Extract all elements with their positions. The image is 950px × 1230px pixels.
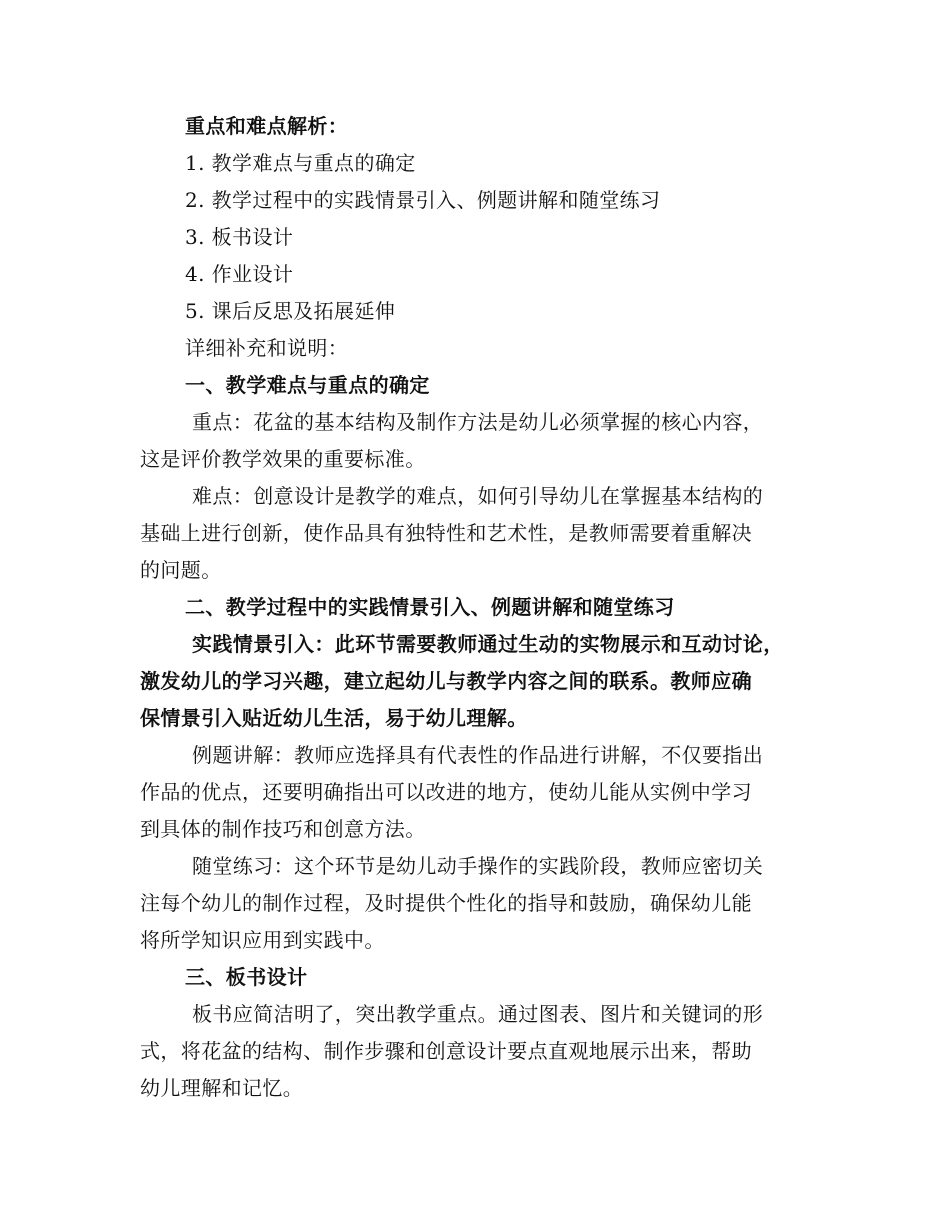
section2-para1-line: 实践情景引入：此环节需要教师通过生动的实物展示和互动讨论， (192, 632, 784, 656)
section2-para1-line: 激发幼儿的学习兴趣，建立起幼儿与教学内容之间的联系。教师应确 (140, 669, 752, 693)
section1-para2-line: 的问题。 (140, 558, 222, 582)
summary-intro: 详细补充和说明： (185, 336, 349, 360)
summary-item: 5. 课后反思及拓展延伸 (185, 299, 396, 323)
section2-para3-line: 注每个幼儿的制作过程，及时提供个性化的指导和鼓励，确保幼儿能 (140, 891, 752, 915)
section2-para2-line: 作品的优点，还要明确指出可以改进的地方，使幼儿能从实例中学习 (140, 780, 752, 804)
section1-para2-line: 难点：创意设计是教学的难点，如何引导幼儿在掌握基本结构的 (192, 484, 764, 508)
summary-item: 1. 教学难点与重点的确定 (185, 151, 416, 175)
summary-item: 2. 教学过程中的实践情景引入、例题讲解和随堂练习 (185, 188, 661, 212)
summary-item: 4. 作业设计 (185, 262, 294, 286)
section1-para1-line: 这是评价教学效果的重要标准。 (140, 447, 426, 471)
section1-heading: 一、教学难点与重点的确定 (185, 373, 430, 397)
section2-heading: 二、教学过程中的实践情景引入、例题讲解和随堂练习 (185, 595, 675, 619)
section2-para3-line: 将所学知识应用到实践中。 (140, 928, 385, 952)
section1-para1-line: 重点：花盆的基本结构及制作方法是幼儿必须掌握的核心内容， (192, 410, 764, 434)
section2-para2-line: 例题讲解：教师应选择具有代表性的作品进行讲解，不仅要指出 (192, 743, 764, 767)
summary-heading: 重点和难点解析： (185, 114, 349, 138)
summary-item: 3. 板书设计 (185, 225, 294, 249)
section2-para1-line: 保情景引入贴近幼儿生活，易于幼儿理解。 (140, 706, 528, 730)
section2-para2-line: 到具体的制作技巧和创意方法。 (140, 817, 426, 841)
section3-para1-line: 板书应简洁明了，突出教学重点。通过图表、图片和关键词的形 (192, 1002, 764, 1026)
section3-para1-line: 幼儿理解和记忆。 (140, 1076, 304, 1100)
section1-para2-line: 基础上进行创新，使作品具有独特性和艺术性，是教师需要着重解决 (140, 521, 752, 545)
section2-para3-line: 随堂练习：这个环节是幼儿动手操作的实践阶段，教师应密切关 (192, 854, 764, 878)
section3-para1-line: 式，将花盆的结构、制作步骤和创意设计要点直观地展示出来，帮助 (140, 1039, 752, 1063)
section3-heading: 三、板书设计 (185, 965, 308, 989)
